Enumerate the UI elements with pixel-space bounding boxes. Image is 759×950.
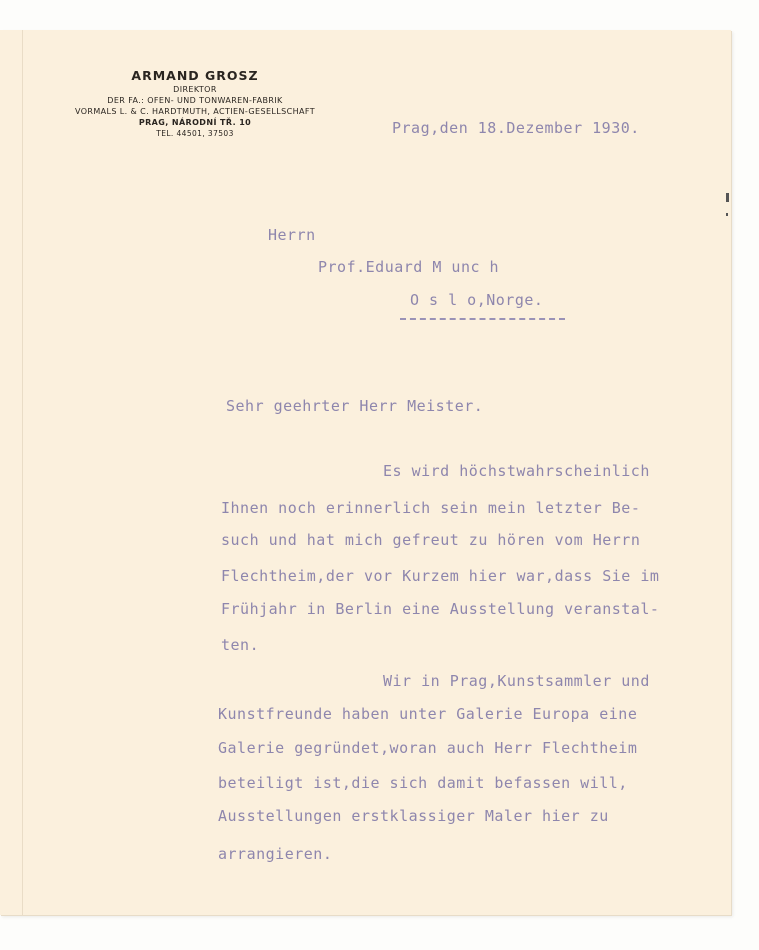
recipient-place: O s l o,Norge. <box>410 291 544 309</box>
letter-sheet <box>0 30 731 915</box>
letterhead-name: ARMAND GROSZ <box>131 68 259 83</box>
letterhead-title: DIREKTOR <box>173 85 217 94</box>
paragraph2-line6: arrangieren. <box>218 845 333 863</box>
date-line: Prag,den 18.Dezember 1930. <box>392 119 640 137</box>
paragraph1-line2: Ihnen noch erinnerlich sein mein letzter Be- <box>221 499 641 517</box>
paragraph1-line6: ten. <box>221 636 260 654</box>
paragraph2-line5: Ausstellungen erstklassiger Maler hier zu <box>218 807 609 825</box>
paragraph1-line3: such und hat mich gefreut zu hören vom Herrn <box>221 531 641 549</box>
letterhead-company-line2: VORMALS L. & C. HARDTMUTH, ACTIEN-GESELLSCHAFT <box>74 107 316 116</box>
greeting: Sehr geehrter Herr Meister. <box>226 397 484 415</box>
paragraph2-line3: Galerie gegründet,woran auch Herr Flechtheim <box>218 739 638 757</box>
recipient-salutation: Herrn <box>268 226 316 244</box>
paper-edge-shadow <box>22 30 23 915</box>
recipient-name: Prof.Eduard M unc h <box>318 258 500 276</box>
paragraph2-line1: Wir in Prag,Kunstsammler und <box>383 672 650 690</box>
edge-ink-mark <box>726 193 729 202</box>
edge-ink-dot <box>726 213 728 216</box>
letterhead-address: PRAG, NÁRODNÍ TŘ. 10 <box>138 118 252 127</box>
paragraph2-line4: beteiligt ist,die sich damit befassen will, <box>218 774 628 792</box>
letterhead-company-line1: DER FA.: OFEN- UND TONWAREN-FABRIK <box>107 96 283 105</box>
letterhead-telephone: TEL. 44501, 37503 <box>156 129 234 138</box>
paragraph1-line4: Flechtheim,der vor Kurzem hier war,dass Sie im <box>221 567 660 585</box>
paragraph2-line2: Kunstfreunde haben unter Galerie Europa eine <box>218 705 638 723</box>
letterhead <box>40 68 350 140</box>
paragraph1-line1: Es wird höchstwahrscheinlich <box>383 462 650 480</box>
recipient-underline <box>400 318 565 320</box>
paragraph1-line5: Frühjahr in Berlin eine Ausstellung veranstal- <box>221 600 660 618</box>
